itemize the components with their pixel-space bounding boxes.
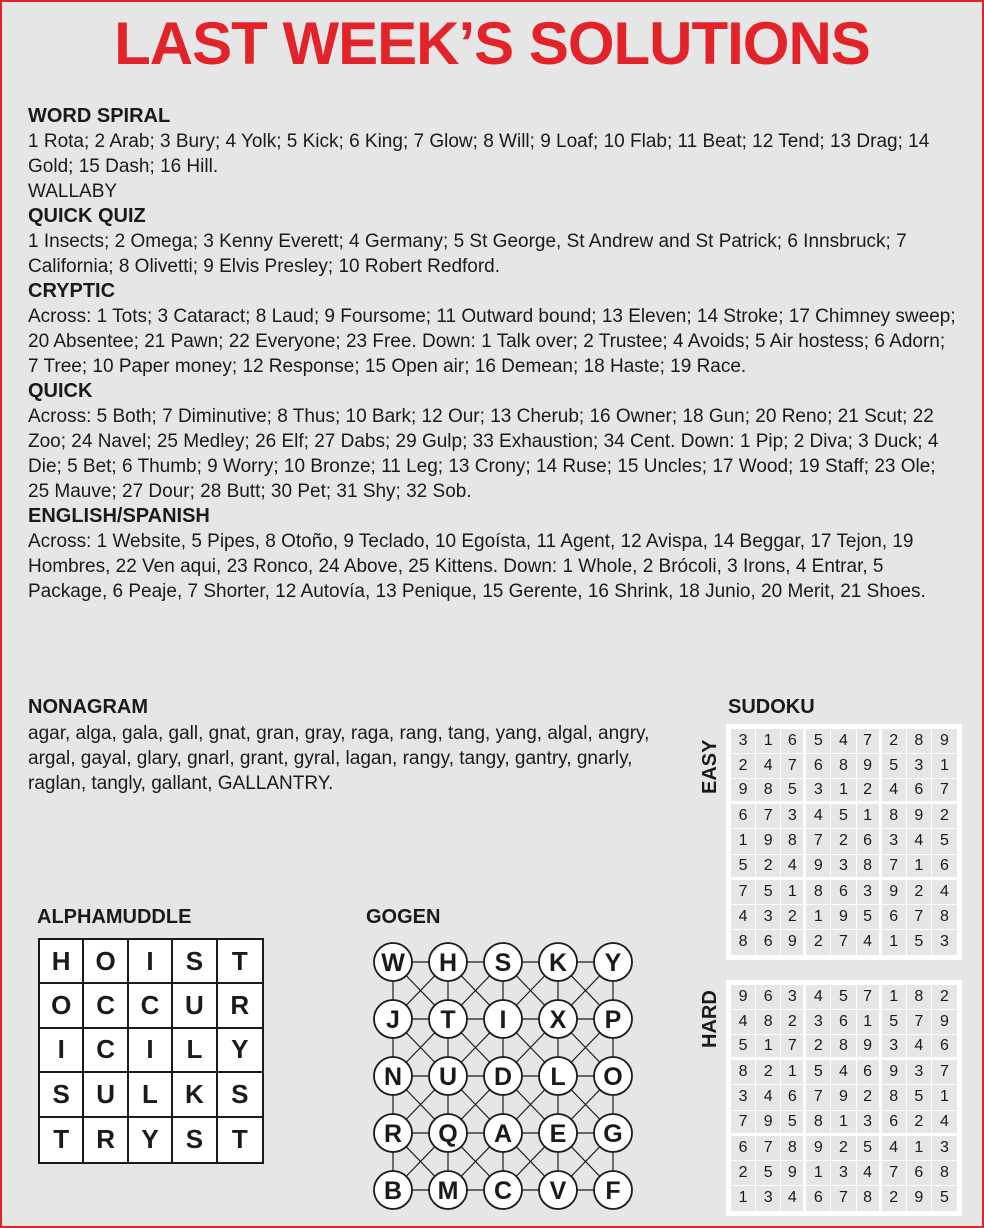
- alphamuddle-cell: S: [173, 1118, 217, 1162]
- gogen-node: [484, 1057, 522, 1095]
- sudoku-cell: 4: [857, 1161, 882, 1186]
- sudoku-cell: 6: [857, 829, 882, 854]
- sudoku-cell: 9: [781, 1161, 806, 1186]
- sudoku-cell: 2: [731, 1161, 756, 1186]
- sudoku-cell: 7: [806, 1085, 831, 1110]
- gogen-node: [594, 1057, 632, 1095]
- sudoku-cell: 5: [857, 905, 882, 930]
- alphamuddle-cell: I: [129, 940, 173, 984]
- sudoku-cell: 9: [756, 1111, 781, 1136]
- gogen-letter: S: [494, 949, 512, 977]
- sudoku-cell: 5: [882, 1010, 907, 1035]
- sudoku-hard-label: HARD: [699, 990, 721, 1048]
- sudoku-cell: 7: [932, 779, 957, 804]
- gogen-node: [539, 1171, 577, 1209]
- sudoku-cell: 6: [756, 985, 781, 1010]
- sudoku-cell: 1: [831, 1111, 856, 1136]
- gogen-node: [484, 1114, 522, 1152]
- gogen-node: [429, 1000, 467, 1038]
- section-heading: WORD SPIRAL: [28, 105, 171, 127]
- alphamuddle-cell: S: [218, 1073, 262, 1117]
- alphamuddle-cell: R: [218, 984, 262, 1028]
- sudoku-cell: 3: [781, 985, 806, 1010]
- sudoku-cell: 7: [731, 880, 756, 905]
- sudoku-cell: 8: [756, 1010, 781, 1035]
- sudoku-cell: 6: [806, 1186, 831, 1211]
- sudoku-cell: 1: [932, 1085, 957, 1110]
- sudoku-cell: 1: [907, 855, 932, 880]
- sudoku-cell: 4: [932, 1111, 957, 1136]
- sudoku-cell: 7: [857, 985, 882, 1010]
- alphamuddle-cell: I: [40, 1029, 84, 1073]
- sudoku-cell: 7: [756, 804, 781, 829]
- gogen-letter: E: [549, 1120, 567, 1148]
- sudoku-cell: 5: [932, 829, 957, 854]
- section-cryptic: [28, 279, 958, 379]
- gogen-letter: Y: [604, 949, 622, 977]
- alphamuddle-cell: L: [129, 1073, 173, 1117]
- sudoku-cell: 1: [731, 1186, 756, 1211]
- sudoku-cell: 3: [907, 754, 932, 779]
- gogen-node: [594, 1114, 632, 1152]
- sudoku-cell: 4: [882, 1136, 907, 1161]
- sudoku-cell: 3: [882, 1035, 907, 1060]
- gogen-node: [539, 1000, 577, 1038]
- sudoku-cell: 8: [882, 804, 907, 829]
- alphamuddle-cell: Y: [218, 1029, 262, 1073]
- sudoku-cell: 7: [932, 1060, 957, 1085]
- sudoku-cell: 7: [831, 930, 856, 955]
- gogen-node: [539, 943, 577, 981]
- sudoku-cell: 2: [907, 1111, 932, 1136]
- gogen-letter: F: [605, 1177, 621, 1205]
- gogen-node: [374, 1114, 412, 1152]
- section-quick: [28, 379, 958, 504]
- gogen-node: [429, 1114, 467, 1152]
- sudoku-cell: 5: [731, 1035, 756, 1060]
- sudoku-cell: 4: [756, 1085, 781, 1110]
- sudoku-cell: 8: [857, 855, 882, 880]
- sudoku-cell: 5: [831, 804, 856, 829]
- alphamuddle-cell: O: [84, 940, 128, 984]
- section-body: Across: 1 Website, 5 Pipes, 8 Otoño, 9 Teclado, 10 Egoísta, 11 Agent, 12 Avispa, 14 Beggar, 17 Tejon, 19 Hombres, 22 Ven aqui, 23 Ronco, 24 Above, 25 Kittens. Down: 1 Whole, 2 Brócoli, 3 Irons, 4 Entrar, 5 Package, 6 Peaje, 7 Shorter, 12 Autovía, 13 Penique, 15 Gerente, 16 Shrink, 18 Junio, 20 Merit, 21 Shoes.: [28, 531, 926, 602]
- alphamuddle-cell: H: [40, 940, 84, 984]
- sudoku-cell: 8: [806, 1111, 831, 1136]
- sudoku-cell: 9: [756, 829, 781, 854]
- gogen-node: [374, 943, 412, 981]
- sudoku-cell: 9: [907, 804, 932, 829]
- sudoku-cell: 6: [932, 855, 957, 880]
- sudoku-cell: 1: [932, 754, 957, 779]
- sudoku-cell: 3: [857, 1111, 882, 1136]
- sudoku-cell: 2: [731, 754, 756, 779]
- sudoku-cell: 9: [932, 729, 957, 754]
- sudoku-cell: 8: [932, 905, 957, 930]
- sudoku-cell: 7: [882, 855, 907, 880]
- sudoku-cell: 6: [831, 880, 856, 905]
- gogen-node: [429, 943, 467, 981]
- gogen-letter: X: [549, 1006, 567, 1034]
- section-heading: QUICK: [28, 380, 93, 402]
- sudoku-cell: 5: [831, 985, 856, 1010]
- gogen-letter: T: [440, 1006, 456, 1034]
- section-english-spanish: [28, 504, 958, 604]
- section-body: 1 Rota; 2 Arab; 3 Bury; 4 Yolk; 5 Kick; 6 King; 7 Glow; 8 Will; 9 Loaf; 10 Flab; 11 Beat; 12 Tend; 13 Drag; 14 Gold; 15 Dash; 16 Hill.: [28, 131, 930, 177]
- section-body: Across: 1 Tots; 3 Cataract; 8 Laud; 9 Foursome; 11 Outward bound; 13 Eleven; 14 Stroke; 17 Chimney sweep; 20 Absentee; 21 Pawn; 22 Everyone; 23 Free. Down: 1 Talk over; 2 Trustee; 4 Avoids; 5 Air hostess; 6 Adorn; 7 Tree; 10 Paper money; 12 Response; 15 Open air; 16 Demean; 18 Haste; 19 Race.: [28, 306, 956, 377]
- sudoku-heading: SUDOKU: [728, 696, 815, 718]
- sudoku-cell: 2: [756, 855, 781, 880]
- sudoku-cell: 6: [756, 930, 781, 955]
- sudoku-cell: 5: [806, 1060, 831, 1085]
- gogen-node: [484, 1171, 522, 1209]
- alphamuddle-grid: [38, 938, 264, 1164]
- sudoku-cell: 7: [781, 754, 806, 779]
- gogen-letter: V: [549, 1177, 567, 1205]
- alphamuddle-cell: S: [173, 940, 217, 984]
- sudoku-cell: 8: [857, 1186, 882, 1211]
- sudoku-cell: 8: [907, 729, 932, 754]
- gogen-letter: O: [603, 1063, 623, 1091]
- alphamuddle-cell: I: [129, 1029, 173, 1073]
- sudoku-cell: 9: [731, 779, 756, 804]
- gogen-letter: P: [604, 1006, 622, 1034]
- gogen-letter: J: [386, 1006, 400, 1034]
- sudoku-cell: 1: [857, 1010, 882, 1035]
- gogen-letter: D: [493, 1063, 513, 1091]
- sudoku-cell: 4: [781, 855, 806, 880]
- sudoku-cell: 3: [781, 804, 806, 829]
- alphamuddle-cell: U: [173, 984, 217, 1028]
- sudoku-cell: 6: [907, 1161, 932, 1186]
- gogen-node: [539, 1114, 577, 1152]
- gogen-letter: L: [550, 1063, 566, 1091]
- gogen-letter: C: [493, 1177, 513, 1205]
- sudoku-cell: 3: [882, 829, 907, 854]
- sudoku-cell: 4: [806, 985, 831, 1010]
- alphamuddle-cell: R: [84, 1118, 128, 1162]
- alphamuddle-cell: Y: [129, 1118, 173, 1162]
- sudoku-cell: 2: [882, 1186, 907, 1211]
- sudoku-cell: 9: [882, 880, 907, 905]
- sudoku-cell: 8: [806, 880, 831, 905]
- sudoku-cell: 3: [907, 1060, 932, 1085]
- sudoku-cell: 3: [731, 729, 756, 754]
- sudoku-cell: 6: [932, 1035, 957, 1060]
- sudoku-cell: 7: [731, 1111, 756, 1136]
- gogen-node: [374, 1057, 412, 1095]
- sudoku-cell: 9: [831, 905, 856, 930]
- sudoku-cell: 6: [882, 905, 907, 930]
- sudoku-cell: 2: [882, 729, 907, 754]
- sudoku-cell: 4: [731, 905, 756, 930]
- sudoku-cell: 4: [781, 1186, 806, 1211]
- sudoku-cell: 8: [731, 930, 756, 955]
- sudoku-cell: 4: [932, 880, 957, 905]
- sudoku-cell: 8: [882, 1085, 907, 1110]
- sudoku-cell: 6: [731, 804, 756, 829]
- gogen-grid: [370, 937, 634, 1219]
- sudoku-cell: 3: [831, 855, 856, 880]
- sudoku-cell: 1: [806, 905, 831, 930]
- sudoku-cell: 3: [932, 1136, 957, 1161]
- gogen-letter: A: [493, 1120, 513, 1148]
- sudoku-cell: 5: [806, 729, 831, 754]
- sudoku-cell: 9: [907, 1186, 932, 1211]
- sudoku-cell: 8: [831, 754, 856, 779]
- sudoku-cell: 9: [806, 1136, 831, 1161]
- sudoku-cell: 3: [756, 1186, 781, 1211]
- sudoku-cell: 1: [857, 804, 882, 829]
- sudoku-cell: 3: [932, 930, 957, 955]
- sudoku-cell: 6: [831, 1010, 856, 1035]
- sudoku-cell: 9: [806, 855, 831, 880]
- nonagram-body: agar, alga, gala, gall, gnat, gran, gray, raga, rang, tang, yang, algal, angry, argal, gayal, glary, gnarl, grant, gyral, lagan, rangy, tangy, gantry, gnarly, raglan, tangly, gallant, GALLANTRY.: [28, 723, 650, 794]
- alphamuddle-cell: T: [218, 940, 262, 984]
- section-quick-quiz: [28, 204, 958, 279]
- solutions-text: [28, 104, 958, 604]
- gogen-node: [594, 943, 632, 981]
- section-body: Across: 5 Both; 7 Diminutive; 8 Thus; 10 Bark; 12 Our; 13 Cherub; 16 Owner; 18 Gun; 20 Reno; 21 Scut; 22 Zoo; 24 Navel; 25 Medley; 26 Elf; 27 Dabs; 29 Gulp; 33 Exhaustion; 34 Cent. Down: 1 Pip; 2 Diva; 3 Duck; 4 Die; 5 Bet; 6 Thumb; 9 Worry; 10 Bronze; 11 Leg; 13 Crony; 14 Ruse; 15 Uncles; 17 Wood; 19 Staff; 23 Ole; 25 Mauve; 27 Dour; 28 Butt; 30 Pet; 31 Shy; 32 Sob.: [28, 406, 939, 502]
- section-heading: QUICK QUIZ: [28, 205, 146, 227]
- alphamuddle-cell: U: [84, 1073, 128, 1117]
- alphamuddle-cell: C: [84, 1029, 128, 1073]
- sudoku-cell: 1: [882, 930, 907, 955]
- sudoku-cell: 8: [781, 829, 806, 854]
- sudoku-cell: 4: [907, 829, 932, 854]
- gogen-letter: G: [603, 1120, 623, 1148]
- section-body: 1 Insects; 2 Omega; 3 Kenny Everett; 4 Germany; 5 St George, St Andrew and St Patrick; 6 Innsbruck; 7 California; 8 Olivetti; 9 Elvis Presley; 10 Robert Redford.: [28, 231, 907, 277]
- sudoku-cell: 8: [831, 1035, 856, 1060]
- sudoku-cell: 4: [806, 804, 831, 829]
- sudoku-cell: 2: [781, 905, 806, 930]
- sudoku-cell: 4: [831, 729, 856, 754]
- sudoku-cell: 2: [831, 829, 856, 854]
- sudoku-cell: 3: [756, 905, 781, 930]
- sudoku-cell: 4: [731, 1010, 756, 1035]
- sudoku-cell: 9: [857, 754, 882, 779]
- sudoku-cell: 1: [756, 729, 781, 754]
- page-title: LAST WEEK’S SOLUTIONS: [114, 10, 870, 77]
- gogen-letter: W: [381, 949, 405, 977]
- sudoku-cell: 1: [731, 829, 756, 854]
- gogen-node: [594, 1000, 632, 1038]
- sudoku-cell: 2: [907, 880, 932, 905]
- sudoku-cell: 5: [756, 880, 781, 905]
- sudoku-cell: 9: [781, 930, 806, 955]
- sudoku-cell: 3: [806, 1010, 831, 1035]
- sudoku-cell: 9: [857, 1035, 882, 1060]
- sudoku-cell: 2: [932, 804, 957, 829]
- section-heading: CRYPTIC: [28, 280, 116, 302]
- sudoku-cell: 7: [831, 1186, 856, 1211]
- sudoku-cell: 7: [882, 1161, 907, 1186]
- alphamuddle-cell: K: [173, 1073, 217, 1117]
- gogen-heading: GOGEN: [366, 906, 441, 928]
- sudoku-cell: 9: [882, 1060, 907, 1085]
- sudoku-cell: 7: [907, 905, 932, 930]
- sudoku-cell: 5: [781, 1111, 806, 1136]
- sudoku-cell: 6: [781, 1085, 806, 1110]
- sudoku-cell: 5: [781, 779, 806, 804]
- sudoku-cell: 2: [806, 930, 831, 955]
- sudoku-cell: 2: [756, 1060, 781, 1085]
- gogen-letter: U: [438, 1063, 458, 1091]
- gogen-letter: R: [383, 1120, 403, 1148]
- section-extra: WALLABY: [28, 181, 118, 202]
- sudoku-cell: 3: [806, 779, 831, 804]
- sudoku-cell: 4: [756, 754, 781, 779]
- sudoku-cell: 6: [806, 754, 831, 779]
- sudoku-cell: 8: [781, 1136, 806, 1161]
- gogen-letter: H: [438, 949, 458, 977]
- nonagram-section: [28, 695, 668, 796]
- sudoku-cell: 6: [857, 1060, 882, 1085]
- gogen-letter: K: [548, 949, 568, 977]
- alphamuddle-cell: S: [40, 1073, 84, 1117]
- gogen-node: [484, 943, 522, 981]
- alphamuddle-cell: O: [40, 984, 84, 1028]
- sudoku-cell: 5: [756, 1161, 781, 1186]
- sudoku-easy-label: EASY: [699, 739, 721, 794]
- sudoku-cell: 2: [857, 1085, 882, 1110]
- gogen-node: [429, 1171, 467, 1209]
- gogen-node: [594, 1171, 632, 1209]
- gogen-letter: B: [383, 1177, 403, 1205]
- sudoku-cell: 6: [907, 779, 932, 804]
- sudoku-cell: 7: [857, 729, 882, 754]
- sudoku-cell: 8: [907, 985, 932, 1010]
- sudoku-cell: 4: [831, 1060, 856, 1085]
- sudoku-cell: 9: [731, 985, 756, 1010]
- nonagram-heading: NONAGRAM: [28, 696, 148, 718]
- gogen-node: [429, 1057, 467, 1095]
- sudoku-cell: 1: [882, 985, 907, 1010]
- sudoku-cell: 2: [781, 1010, 806, 1035]
- sudoku-cell: 8: [932, 1161, 957, 1186]
- sudoku-easy-grid: [728, 726, 960, 958]
- sudoku-cell: 4: [882, 779, 907, 804]
- alphamuddle-cell: T: [231, 1124, 248, 1155]
- sudoku-cell: 1: [806, 1161, 831, 1186]
- alphamuddle-heading: ALPHAMUDDLE: [37, 906, 192, 928]
- sudoku-cell: 1: [781, 1060, 806, 1085]
- gogen-letter: Q: [438, 1120, 458, 1148]
- gogen-letter: N: [383, 1063, 403, 1091]
- sudoku-cell: 7: [781, 1035, 806, 1060]
- sudoku-cell: 1: [907, 1136, 932, 1161]
- sudoku-cell: 2: [932, 985, 957, 1010]
- section-heading: ENGLISH/SPANISH: [28, 505, 210, 527]
- gogen-node: [484, 1000, 522, 1038]
- sudoku-cell: 2: [857, 779, 882, 804]
- alphamuddle-cell: T: [40, 1118, 84, 1162]
- sudoku-cell: 5: [907, 1085, 932, 1110]
- sudoku-cell: 6: [731, 1136, 756, 1161]
- alphamuddle-cell: C: [129, 984, 173, 1028]
- sudoku-cell: 3: [857, 880, 882, 905]
- sudoku-cell: 3: [831, 1161, 856, 1186]
- sudoku-cell: 6: [882, 1111, 907, 1136]
- sudoku-cell: 5: [857, 1136, 882, 1161]
- sudoku-cell: 7: [756, 1136, 781, 1161]
- sudoku-cell: 3: [731, 1085, 756, 1110]
- sudoku-cell: 6: [781, 729, 806, 754]
- sudoku-cell: 5: [731, 855, 756, 880]
- sudoku-hard-grid: [728, 982, 960, 1214]
- sudoku-cell: 9: [831, 1085, 856, 1110]
- gogen-node: [374, 1171, 412, 1209]
- sudoku-cell: 1: [831, 779, 856, 804]
- sudoku-cell: 7: [907, 1010, 932, 1035]
- sudoku-cell: 9: [932, 1010, 957, 1035]
- sudoku-cell: 1: [781, 880, 806, 905]
- sudoku-cell: 8: [756, 779, 781, 804]
- section-word-spiral: [28, 104, 958, 204]
- gogen-node: [374, 1000, 412, 1038]
- sudoku-cell: 5: [882, 754, 907, 779]
- sudoku-cell: 4: [907, 1035, 932, 1060]
- sudoku-cell: 5: [907, 930, 932, 955]
- sudoku-cell: 4: [857, 930, 882, 955]
- alphamuddle-cell: L: [173, 1029, 217, 1073]
- sudoku-cell: 2: [831, 1136, 856, 1161]
- sudoku-cell: 2: [806, 1035, 831, 1060]
- gogen-letter: M: [437, 1177, 459, 1205]
- gogen-letter: I: [499, 1006, 507, 1034]
- sudoku-cell: 8: [731, 1060, 756, 1085]
- sudoku-cell: 7: [806, 829, 831, 854]
- sudoku-cell: 5: [932, 1186, 957, 1211]
- alphamuddle-cell: C: [84, 984, 128, 1028]
- gogen-node: [539, 1057, 577, 1095]
- sudoku-cell: 1: [756, 1035, 781, 1060]
